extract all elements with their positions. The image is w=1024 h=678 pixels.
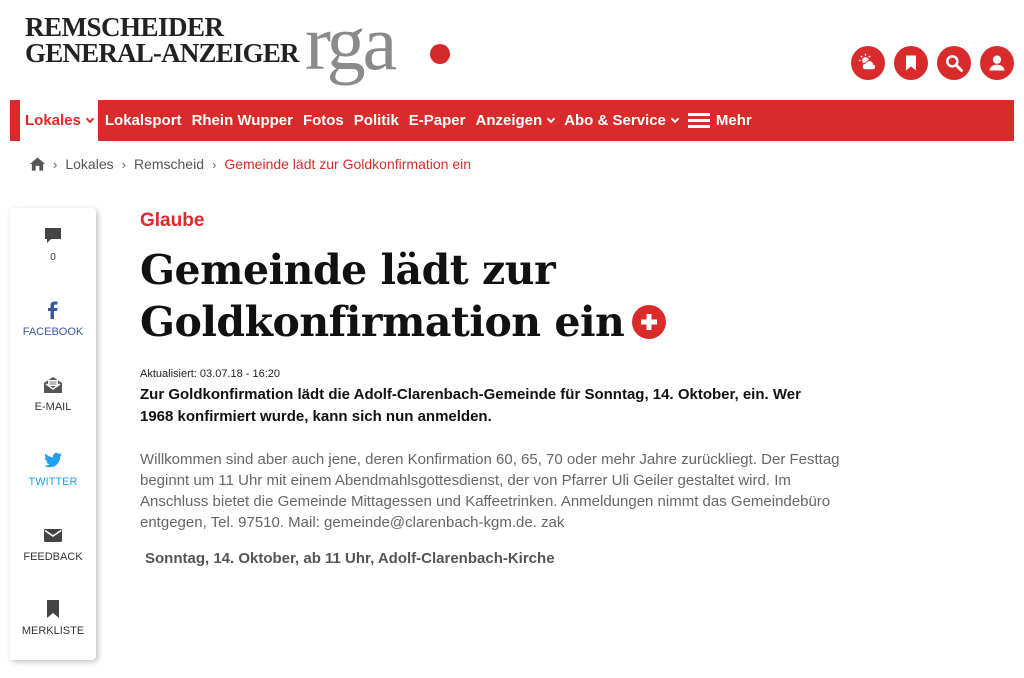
- twitter-icon: [10, 450, 96, 470]
- breadcrumb: [30, 156, 471, 172]
- chevron-down-icon: [547, 114, 555, 122]
- nav-label: Politik: [353, 112, 399, 129]
- nav-item-lokalsport[interactable]: [100, 100, 187, 141]
- nav-label: Abo & Service: [564, 112, 666, 129]
- breadcrumb-item-lokales[interactable]: Lokales: [65, 156, 114, 172]
- nav-item-anzeigen[interactable]: [471, 100, 560, 141]
- masthead-line1: REMSCHEIDER: [25, 12, 224, 42]
- facebook-label: FACEBOOK: [22, 326, 84, 338]
- article-body: Willkommen sind aber auch jene, deren Konfirmation 60, 65, 70 oder mehr Jahre zurückliegt. Der Festtag beginnt um 11 Uhr mit einem Abendmahlsgottesdienst, der von Pfarrer Uli Geiler gestaltet wird. Im Anschluss bietet die Gemeinde Mittagessen und Kaffeetrinken. Anmeldungen nimmt das Gemeindebüro entgegen, Tel. 97510. Mail: gemeinde@clarenbach-kgm.de. zak: [140, 451, 840, 531]
- nav-label: Lokalsport: [104, 112, 182, 129]
- merkliste-label: MERKLISTE: [21, 625, 85, 637]
- nav-item-mehr[interactable]: [683, 100, 757, 141]
- email-share-button[interactable]: [10, 375, 96, 413]
- comment-icon: [10, 226, 96, 246]
- twitter-share-button[interactable]: [10, 450, 96, 488]
- article-kicker: Glaube: [140, 210, 205, 231]
- nav-label: Anzeigen: [475, 112, 543, 129]
- nav-item-fotos[interactable]: [298, 100, 349, 141]
- headline-line2: Goldkonfirmation ein: [140, 298, 625, 346]
- feedback-label: FEEDBACK: [23, 551, 83, 563]
- search-icon[interactable]: [937, 46, 971, 80]
- nav-label: E-Paper: [408, 112, 466, 129]
- main-navigation: [10, 100, 1014, 141]
- logo-dot: [430, 44, 450, 64]
- article-updated: Aktualisiert: 03.07.18 - 16:20: [140, 368, 281, 380]
- plus-icon: [632, 305, 666, 339]
- article: [140, 210, 840, 567]
- share-sidebar: [10, 208, 96, 660]
- breadcrumb-current: Gemeinde lädt zur Goldkonfirmation ein: [224, 156, 472, 172]
- rga-logo[interactable]: rga: [305, 0, 395, 86]
- nav-label: Rhein Wupper: [191, 112, 293, 129]
- site-header: [0, 0, 1024, 100]
- email-label: E-MAIL: [34, 401, 72, 413]
- chevron-right-icon: ›: [53, 156, 58, 172]
- facebook-share-button[interactable]: [10, 300, 96, 338]
- breadcrumb-item-remscheid[interactable]: Remscheid: [133, 156, 204, 172]
- headline-line1: Gemeinde lädt zur: [140, 246, 556, 294]
- home-icon[interactable]: [30, 157, 45, 171]
- comments-count: 0: [50, 252, 56, 263]
- weather-icon[interactable]: [851, 46, 885, 80]
- chevron-right-icon: ›: [211, 156, 217, 172]
- masthead-logo[interactable]: [25, 14, 299, 66]
- bookmark-icon[interactable]: [894, 46, 928, 80]
- hamburger-icon: [688, 113, 710, 128]
- chevron-down-icon: [86, 114, 94, 122]
- nav-item-rhein-wupper[interactable]: [187, 100, 298, 141]
- article-headline: [140, 244, 840, 348]
- facebook-icon: [10, 300, 96, 320]
- user-icon[interactable]: [980, 46, 1014, 80]
- nav-item-abo-service[interactable]: [559, 100, 683, 141]
- chevron-down-icon: [671, 114, 679, 122]
- nav-label: Fotos: [302, 112, 344, 129]
- masthead-line2: GENERAL-ANZEIGER: [25, 38, 299, 68]
- nav-item-politik[interactable]: [349, 100, 404, 141]
- event-info: Sonntag, 14. Oktober, ab 11 Uhr, Adolf-Clarenbach-Kirche: [145, 550, 555, 567]
- nav-item-lokales[interactable]: [20, 100, 98, 141]
- bookmark-icon: [10, 599, 96, 619]
- chevron-right-icon: ›: [121, 156, 126, 172]
- comments-button[interactable]: [10, 226, 96, 263]
- header-icons: [851, 46, 1014, 80]
- feedback-button[interactable]: [10, 525, 96, 563]
- envelope-open-icon: [10, 375, 96, 395]
- nav-item-e-paper[interactable]: [404, 100, 471, 141]
- merkliste-button[interactable]: [10, 599, 96, 637]
- envelope-icon: [10, 525, 96, 545]
- nav-label: Mehr: [715, 112, 752, 129]
- twitter-label: TWITTER: [28, 476, 78, 488]
- article-lead: Zur Goldkonfirmation lädt die Adolf-Clarenbach-Gemeinde für Sonntag, 14. Oktober, ein. Wer 1968 konfirmiert wurde, kann sich nun anmelden.: [140, 386, 801, 425]
- nav-label: Lokales: [25, 112, 81, 129]
